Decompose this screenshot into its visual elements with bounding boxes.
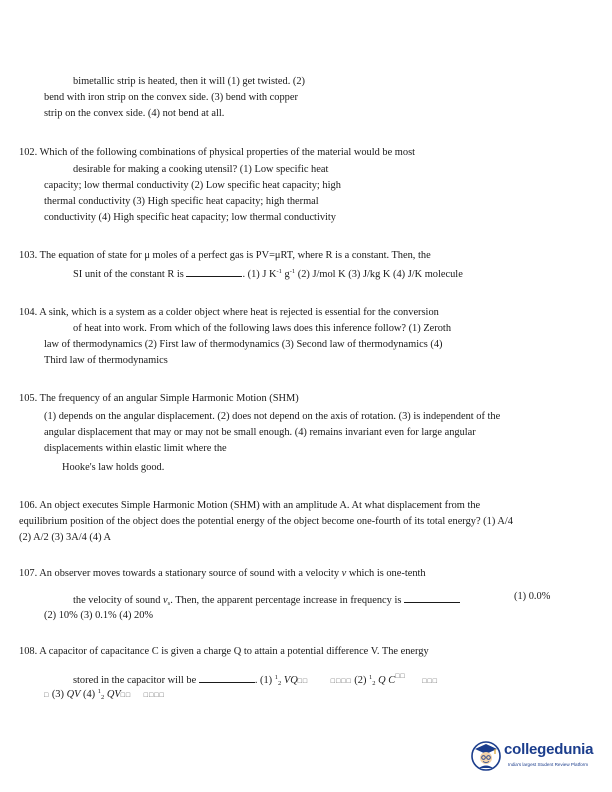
fraction-numerator: 1 (97, 688, 101, 695)
question-107-text: which is one-tenth (346, 568, 426, 579)
question-107-text: the velocity of sound (73, 595, 164, 606)
question-105-line: angular displacement that may or may not be small enough. (4) remains invariant even for large angular (44, 427, 476, 438)
answer-blank (199, 673, 255, 683)
formula: C (388, 675, 396, 686)
question-105-line: displacements within elastic limit where the (44, 443, 227, 454)
fraction-numerator: 1 (369, 674, 373, 681)
question-108-line: 108. A capacitor of capacitance C is given a charge Q to attain a potential difference V. The energy (19, 646, 429, 657)
brand-tagline: India's largest Student Review Platform (508, 762, 589, 767)
exponent: -1 (289, 268, 296, 275)
question-104-line: law of thermodynamics (2) First law of thermodynamics (3) Second law of thermodynamics (4) (44, 339, 443, 350)
missing-glyph: □□□ (422, 677, 438, 685)
question-107-option-1: (1) 0.0% (514, 591, 551, 602)
question-107-line: (2) 10% (3) 0.1% (4) 20% (44, 610, 154, 621)
question-106-line: (2) A/2 (3) 3A/4 (4) A (19, 532, 112, 543)
answer-blank (404, 593, 460, 603)
question-107-options-line (73, 593, 460, 607)
question-107-text: . Then, the apparent percentage increase in frequency is (170, 595, 402, 606)
missing-glyph: □□□□ (330, 677, 352, 685)
missing-glyph: □□□□ (143, 691, 165, 699)
question-fragment-line: strip on the convex side. (4) not bend at all. (44, 108, 225, 119)
velocity-symbol: v (341, 568, 347, 579)
velocity-symbol: v (163, 595, 168, 606)
formula: Q (378, 675, 386, 686)
question-106-line: 106. An object executes Simple Harmonic Motion (SHM) with an amplitude A. At what displacement from the (19, 500, 481, 511)
subscript: s (167, 600, 171, 607)
option-text: (2) (351, 675, 370, 686)
question-104-line: 104. A sink, which is a system as a colder object where heat is rejected is essential for the conversion (19, 307, 439, 318)
question-fragment-line: bend with iron strip on the convex side. (3) bend with copper (44, 92, 298, 103)
question-107-text: 107. An observer moves towards a stationary source of sound with a velocity (19, 568, 342, 579)
graduate-icon (470, 739, 502, 771)
fraction-denominator: 2 (100, 694, 105, 701)
formula: QV (106, 689, 121, 700)
question-103-lead: SI unit of the constant R is (73, 269, 184, 280)
option-text: (3) (51, 689, 67, 700)
missing-glyph: □□ (297, 677, 309, 685)
option-text: . (1) (254, 675, 275, 686)
fraction-denominator: 2 (277, 680, 282, 687)
question-102-line: desirable for making a cooking utensil? (1) Low specific heat (73, 164, 329, 175)
option-text: . (1) J K (242, 269, 277, 280)
question-108-options-line (44, 688, 165, 702)
question-103-options-line (73, 267, 463, 281)
question-106-line: equilibrium position of the object does the potential energy of the object become one-fourth of its total energy? (1) A/4 (19, 516, 513, 527)
missing-glyph: □ (44, 691, 50, 699)
question-fragment-line: bimetallic strip is heated, then it will (1) get twisted. (2) (73, 76, 306, 87)
option-text: g (281, 269, 290, 280)
exponent: -1 (276, 268, 282, 275)
missing-glyph: □□ (120, 691, 132, 699)
brand-name: collegedunia (504, 741, 594, 758)
question-102-line: thermal conductivity (3) High specific heat capacity; high thermal (44, 196, 319, 207)
question-105-line: (1) depends on the angular displacement. (2) does not depend on the axis of rotation. (3) is independent of the (44, 411, 501, 422)
missing-glyph: □□ (395, 672, 406, 680)
formula: VQ (283, 675, 298, 686)
question-102-line: capacity; low thermal conductivity (2) Low specific heat capacity; high (44, 180, 341, 191)
option-text: (4) (80, 689, 98, 700)
question-104-line: of heat into work. From which of the following laws does this inference follow? (1) Zeroth (73, 323, 452, 334)
question-107-line (19, 567, 426, 580)
question-104-line: Third law of thermodynamics (44, 355, 168, 366)
question-102-line: conductivity (4) High specific heat capacity; low thermal conductivity (44, 212, 336, 223)
collegedunia-logo[interactable] (470, 738, 600, 778)
question-108-text: stored in the capacitor will be (73, 675, 197, 686)
question-103-line: 103. The equation of state for μ moles of a perfect gas is PV=μRT, where R is a constant. Then, the (19, 250, 431, 261)
question-105-line: Hooke's law holds good. (62, 462, 165, 473)
question-105-line: 105. The frequency of an angular Simple Harmonic Motion (SHM) (19, 393, 299, 404)
formula: QV (66, 689, 81, 700)
option-text: (2) J/mol K (3) J/kg K (4) J/K molecule (295, 269, 463, 280)
question-108-options-line (73, 670, 438, 688)
fraction-denominator: 2 (372, 680, 376, 687)
question-102-line: 102. Which of the following combinations of physical properties of the material would be most (19, 147, 416, 158)
answer-blank (186, 267, 242, 277)
fraction-numerator: 1 (274, 674, 278, 681)
